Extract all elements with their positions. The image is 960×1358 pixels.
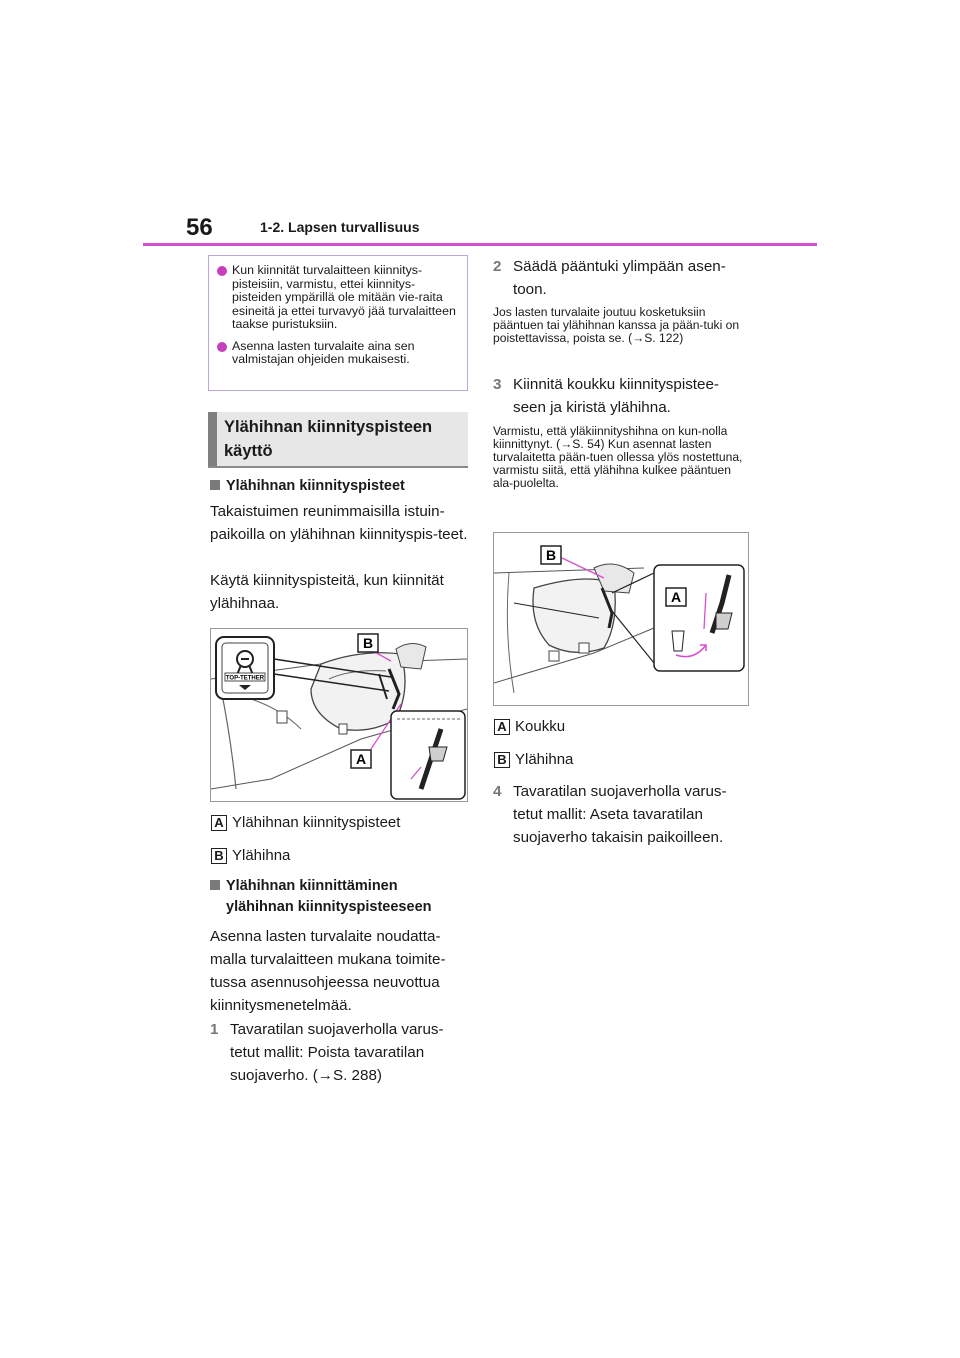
caution-item-text: Asenna lasten turvalaite aina sen valmistajan ohjeiden mukaisesti. — [232, 338, 415, 366]
legend-item-b — [211, 847, 290, 864]
legend-text: Koukku — [515, 718, 566, 735]
legend-text: Ylähihnan kiinnityspisteet — [232, 814, 401, 831]
section-title: 1-2. Lapsen turvallisuus — [260, 219, 420, 235]
caution-item-text: Kun kiinnität turvalaitteen kiinnitys-pisteisiin, varmistu, ettei kiinnitys-pisteiden ympärillä ole mitään vie-raita esineitä ja ettei turvavyö jää turvalaitteen taakse puristuksiin. — [232, 263, 456, 331]
legend-tag: B — [211, 848, 227, 864]
legend-item-a — [211, 814, 400, 831]
step-text: Kiinnitä koukku kiinnityspistee-seen ja kiristä ylähihna. — [513, 376, 719, 416]
svg-text:B: B — [362, 635, 374, 651]
page-number: 56 — [186, 214, 213, 241]
step-number: 1 — [210, 1021, 219, 1038]
step-text: Tavaratilan suojaverholla varus-tetut mallit: Poista tavaratilan suojaverho. (→S. 288) — [230, 1021, 444, 1084]
caution-item — [217, 264, 457, 332]
legend-tag: A — [494, 719, 510, 735]
subhead-attach-tether — [210, 876, 468, 918]
step-1 — [210, 1018, 468, 1087]
caution-box — [208, 255, 468, 391]
step-text: Säädä pääntuki ylimpään asen-toon. — [513, 258, 726, 298]
hook-attach-illustration — [494, 533, 748, 705]
subhead-text: Ylähihnan kiinnityspisteet — [226, 478, 405, 494]
step-text: Tavaratilan suojaverholla varus-tetut mallit: Aseta tavaratilan suojaverho takaisin paikoilleen. — [513, 783, 727, 846]
paragraph: Asenna lasten turvalaite noudatta-malla turvalaitteen mukana toimite-tussa asennusohjeessa neuvottua kiinnitysmenetelmää. — [210, 928, 446, 1014]
note: Jos lasten turvalaite joutuu kosketuksiin pääntuen tai ylähihnan kanssa ja pään-tuki on poistettavissa, poista se. (→S. 122) — [493, 305, 740, 345]
paragraph: Käytä kiinnityspisteitä, kun kiinnität ylähihnaa. — [210, 572, 444, 612]
subhead-text: Ylähihnan kiinnittäminen — [226, 878, 398, 894]
legend-text: Ylähihna — [515, 751, 574, 768]
step-3 — [493, 373, 749, 419]
step-2 — [493, 255, 749, 301]
legend-tag: B — [494, 752, 510, 768]
square-bullet-icon — [210, 880, 220, 890]
caution-item — [217, 340, 457, 367]
bullet-icon — [217, 266, 227, 276]
tether-anchor-illustration — [211, 629, 467, 801]
note: Varmistu, että yläkiinnityshihna on kun-nolla kiinnittynyt. (→S. 54) Kun asennat lasten turvalaitetta pään-tuen ollessa ylös nostettuna, varmistu siitä, että ylähihna kulkee pääntuen ala-puolelta. — [493, 424, 743, 490]
header-rule — [143, 243, 817, 246]
svg-text:B: B — [545, 547, 557, 563]
subhead-tether-points — [210, 476, 470, 497]
paragraph: Takaistuimen reunimmaisilla istuin-paikoilla on ylähihnan kiinnityspis-teet. — [210, 503, 468, 543]
step-number: 4 — [493, 783, 502, 800]
svg-text:A: A — [355, 751, 367, 767]
step-4 — [493, 780, 749, 849]
legend-item-a — [494, 718, 565, 735]
heading-bar — [208, 412, 217, 466]
top-tether-label: TOP-TETHER — [225, 675, 265, 682]
svg-text:A: A — [670, 589, 682, 605]
step-number: 2 — [493, 258, 502, 275]
tether-anchor-figure — [210, 628, 468, 802]
section-heading-text: Ylähihnan kiinnityspisteen käyttö — [224, 418, 433, 460]
bullet-icon — [217, 342, 227, 352]
step-number: 3 — [493, 376, 502, 393]
legend-text: Ylähihna — [232, 847, 291, 864]
square-bullet-icon — [210, 480, 220, 490]
legend-item-b — [494, 751, 573, 768]
hook-attach-figure — [493, 532, 749, 706]
section-heading — [208, 412, 468, 468]
legend-tag: A — [211, 815, 227, 831]
subhead-text-line2: ylähihnan kiinnityspisteeseen — [226, 899, 432, 915]
